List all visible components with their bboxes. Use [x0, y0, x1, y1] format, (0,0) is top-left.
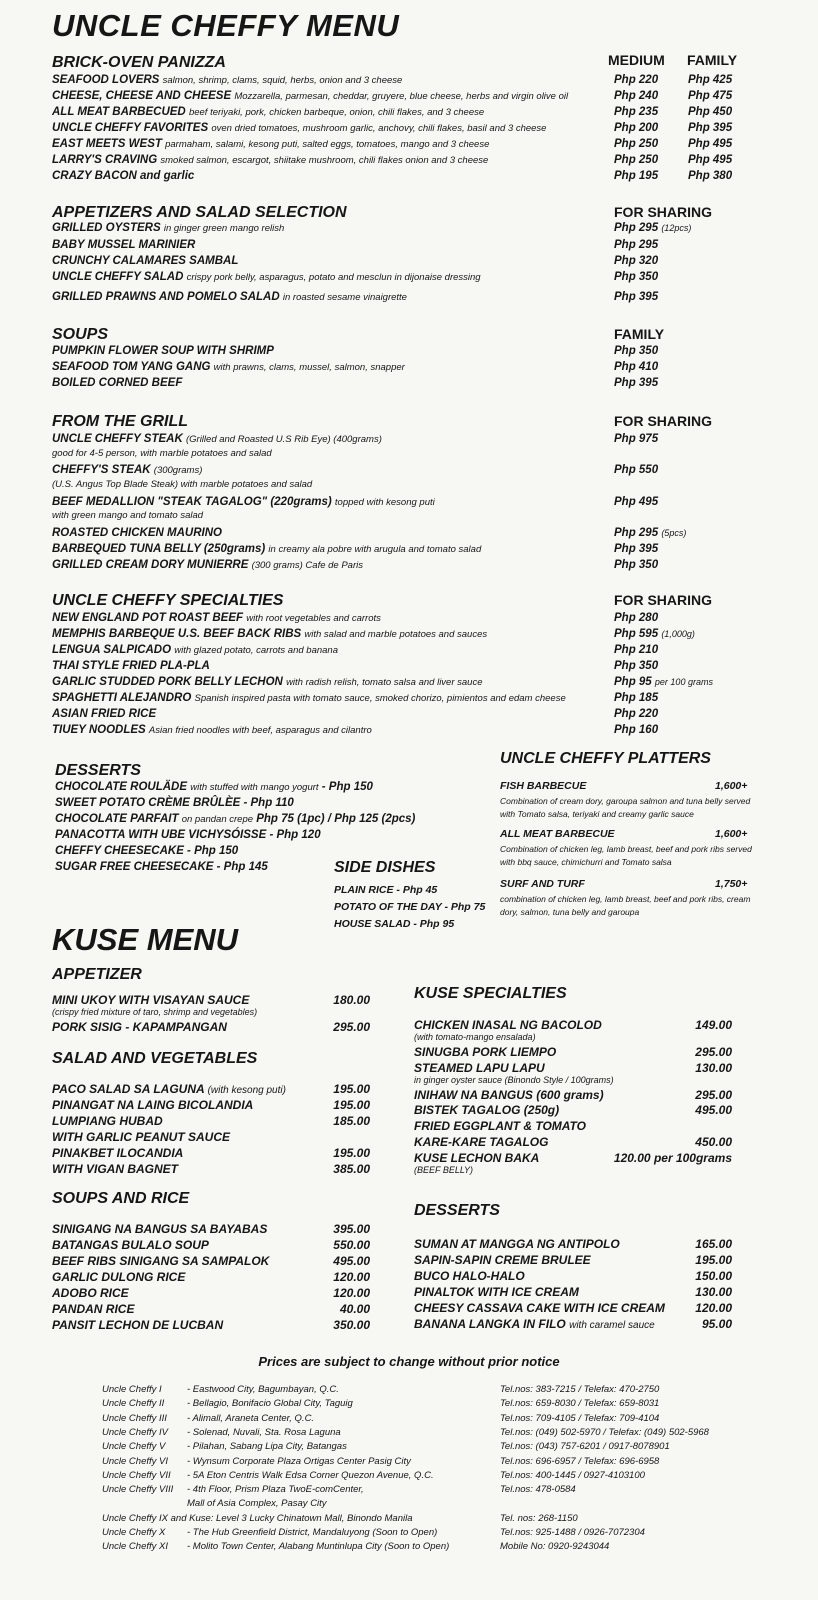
item-name: GRILLED PRAWNS AND POMELO SALAD — [52, 291, 280, 303]
grill-item — [52, 557, 363, 574]
item-description: parmaham, salami, kesong puti, salted eggs, tomatoes, mango and 3 cheese — [165, 139, 490, 150]
kuse-specialty-price: 295.00 — [695, 1045, 732, 1059]
branch-name: Uncle Cheffy VIII — [102, 1484, 174, 1496]
grill-price — [614, 494, 658, 510]
item-name: PINAKBET ILOCANDIA — [52, 1146, 184, 1160]
price-value: Php 295 — [614, 222, 659, 234]
price-value: Php 295 — [614, 527, 659, 539]
appetizer-price — [614, 269, 658, 285]
kuse-dessert-price: 195.00 — [695, 1253, 732, 1267]
item-name: NEW ENGLAND POT ROAST BEEF — [52, 612, 244, 624]
grill-item — [52, 541, 481, 558]
price-medium: Php 195 — [614, 170, 659, 182]
item-name: BANANA LANGKA IN FILO — [414, 1317, 566, 1331]
kuse-salad-item — [52, 1130, 230, 1145]
kuse-soup-price: 120.00 — [333, 1286, 370, 1300]
branch-name: Uncle Cheffy IV — [102, 1426, 168, 1438]
price-value: Php 350 — [614, 271, 659, 283]
branch-location: - Alimall, Araneta Center, Q.C. — [187, 1412, 315, 1424]
branch-location: - The Hub Greenfield District, Mandaluyong (Soon to Open) — [187, 1527, 438, 1538]
dessert-item — [55, 859, 268, 875]
platter-price: 1,750+ — [715, 878, 748, 890]
price-family: Php 495 — [688, 154, 733, 166]
kuse-specialty-price: 495.00 — [695, 1103, 732, 1117]
specialty-price — [614, 626, 695, 642]
item-description: (with kesong puti) — [207, 1085, 286, 1096]
platter-price: 1,600+ — [715, 828, 748, 840]
appetizer-item — [52, 269, 481, 286]
specialty-item — [52, 642, 338, 659]
item-description: in creamy ala pobre with arugula and tomato salad — [268, 544, 482, 555]
item-name: ROASTED CHICKEN MAURINO — [52, 527, 222, 539]
specialty-item — [52, 674, 483, 691]
specialty-item — [52, 610, 381, 627]
item-description: crispy pork belly, asparagus, potato and mesclun in dijonaise dressing — [186, 272, 481, 283]
col-for-sharing: FOR SHARING — [614, 592, 712, 608]
panizza-item — [52, 136, 489, 153]
item-description: salmon, shrimp, clams, squid, herbs, onion and 3 cheese — [162, 75, 403, 86]
kuse-salad-price: 185.00 — [333, 1114, 370, 1128]
dessert-price: - Php 150 — [321, 781, 373, 793]
item-name: SEAFOOD TOM YANG GANG — [52, 361, 211, 373]
kuse-dessert-item — [414, 1317, 655, 1333]
grill-item — [52, 525, 222, 541]
kuse-specialty-price: 149.00 — [695, 1018, 732, 1032]
col-for-sharing: FOR SHARING — [614, 204, 712, 220]
price-value: Php 210 — [614, 644, 659, 656]
kuse-soup-item: GARLIC DULONG RICE — [52, 1270, 186, 1284]
soup-item — [52, 343, 274, 359]
grill-price — [614, 431, 658, 447]
kuse-dessert-price: 120.00 — [695, 1301, 732, 1315]
item-description: (300grams) — [153, 465, 203, 476]
col-for-sharing: FOR SHARING — [614, 413, 712, 429]
kuse-soup-item: PANDAN RICE — [52, 1302, 135, 1316]
kuse-specialty-price: 295.00 — [695, 1088, 732, 1102]
branch-location: - Bellagio, Bonifacio Global City, Taguig — [187, 1398, 353, 1410]
grill-price — [614, 525, 686, 541]
price-value: Php 550 — [614, 464, 659, 476]
item-name: CHEESE, CHEESE AND CHEESE — [52, 90, 232, 102]
kuse-salad-item — [52, 1114, 163, 1129]
kuse-dessert-item — [414, 1253, 591, 1268]
specialty-item — [52, 706, 156, 722]
price-family: Php 495 — [688, 138, 733, 150]
kuse-dessert-price: 165.00 — [695, 1237, 732, 1251]
kuse-specialty-item: KUSE LECHON BAKA — [414, 1151, 540, 1165]
appetizer-item — [52, 220, 284, 237]
item-name: LARRY'S CRAVING — [52, 154, 158, 166]
price-medium: Php 250 — [614, 154, 659, 166]
item-description: beef teriyaki, pork, chicken barbeque, onion, chili flakes, and 3 cheese — [188, 107, 485, 118]
item-name: ASIAN FRIED RICE — [52, 708, 157, 720]
branch-name: Uncle Cheffy XI — [102, 1541, 168, 1553]
kuse-dessert-item — [414, 1301, 665, 1316]
kuse-soup-price: 495.00 — [333, 1254, 370, 1268]
appetizer-price — [614, 237, 658, 253]
price-medium: Php 200 — [614, 122, 659, 134]
branch-location: - Eastwood City, Bagumbayan, Q.C. — [187, 1384, 339, 1395]
item-name: BEEF MEDALLION "STEAK TAGALOG" (220grams) — [52, 496, 332, 508]
branch-name: Uncle Cheffy VII — [102, 1469, 171, 1481]
kuse-appetizer-item: MINI UKOY WITH VISAYAN SAUCE — [52, 993, 250, 1007]
item-name: CHEFFY'S STEAK — [52, 464, 151, 476]
kuse-salad-item — [52, 1162, 178, 1177]
menu-title: UNCLE CHEFFY MENU — [52, 8, 400, 43]
section-heading-kuse-salad: SALAD AND VEGETABLES — [52, 1050, 258, 1067]
item-name: BUCO HALO-HALO — [414, 1269, 525, 1283]
item-description: with prawns, clams, mussel, salmon, snapper — [213, 362, 405, 373]
kuse-specialty-item: BISTEK TAGALOG (250g) — [414, 1103, 560, 1117]
section-heading-kuse-desserts: DESSERTS — [414, 1202, 500, 1219]
panizza-item — [52, 72, 402, 89]
item-description: with salad and marble potatoes and sauces — [304, 629, 488, 640]
item-description: Asian fried noodles with beef, asparagus and cilantro — [148, 725, 372, 736]
branch-location: - Molito Town Center, Alabang Muntinlupa City (Soon to Open) — [187, 1541, 450, 1553]
kuse-salad-price: 195.00 — [333, 1146, 370, 1160]
kuse-dessert-price: 130.00 — [695, 1285, 732, 1299]
item-description: Mozzarella, parmesan, cheddar, gruyere, blue cheese, herbs and virgin olive oil — [234, 91, 569, 102]
item-name: CHEESY CASSAVA CAKE WITH ICE CREAM — [414, 1301, 665, 1315]
platter-description: Combination of chicken leg, lamb breast, beef and pork ribs served with bbq sauce, chimichurri and Tomato salsa — [500, 844, 752, 867]
item-description: in roasted sesame vinaigrette — [282, 292, 407, 303]
item-name: SEAFOOD LOVERS — [52, 74, 160, 86]
soup-price: Php 395 — [614, 377, 659, 389]
grill-price — [614, 541, 658, 557]
item-name: WITH GARLIC PEANUT SAUCE — [52, 1130, 230, 1144]
item-name: WITH VIGAN BAGNET — [52, 1162, 178, 1176]
kuse-specialty-subtext: (with tomato-mango ensalada) — [414, 1032, 536, 1042]
platter-price: 1,600+ — [715, 780, 748, 792]
branch-name: Uncle Cheffy I — [102, 1384, 162, 1395]
branch-name: Uncle Cheffy IX and Kuse: Level 3 Lucky Chinatown Mall, Binondo Manila — [102, 1512, 413, 1524]
item-name: TIUEY NOODLES — [52, 724, 146, 736]
item-name: PUMPKIN FLOWER SOUP WITH SHRIMP — [52, 345, 274, 357]
item-description: smoked salmon, escargot, shiitake mushroom, chili flakes onion and 3 cheese — [160, 155, 489, 166]
kuse-appetizer-price: 295.00 — [333, 1020, 370, 1034]
kuse-specialty-subtext: in ginger oyster sauce (Binondo Style / 100grams) — [414, 1075, 614, 1085]
item-name: PINANGAT NA LAING BICOLANDIA — [52, 1098, 254, 1112]
item-name: SUMAN AT MANGGA NG ANTIPOLO — [414, 1237, 620, 1251]
branch-phone: Mobile No: 0920-9243044 — [500, 1541, 610, 1553]
item-description: on pandan crepe — [181, 814, 254, 825]
kuse-specialty-price: 450.00 — [695, 1135, 732, 1149]
appetizer-price — [614, 220, 691, 236]
panizza-item — [52, 168, 194, 184]
specialty-item — [52, 690, 566, 707]
item-name: PINALTOK WITH ICE CREAM — [414, 1285, 579, 1299]
price-family: Php 450 — [688, 106, 733, 118]
section-heading-soups: SOUPS — [52, 326, 109, 343]
price-value: Php 395 — [614, 543, 659, 555]
branch-phone: Tel.nos: (043) 757-6201 / 0917-8078901 — [500, 1441, 670, 1453]
specialty-price — [614, 690, 658, 706]
platter-description: combination of chicken leg, lamb breast, beef and pork ribs, cream dory, salmon, tuna belly and garoupa — [500, 894, 751, 917]
kuse-soup-item: ADOBO RICE — [52, 1286, 129, 1300]
item-name: THAI STYLE FRIED PLA-PLA — [52, 660, 210, 672]
price-medium: Php 250 — [614, 138, 659, 150]
col-family: FAMILY — [687, 52, 738, 68]
item-name: LUMPIANG HUBAD — [52, 1114, 163, 1128]
col-family: FAMILY — [614, 326, 665, 342]
price-family: Php 395 — [688, 122, 733, 134]
branch-name: Uncle Cheffy VI — [102, 1455, 168, 1467]
kuse-soup-price: 550.00 — [333, 1238, 370, 1252]
branch-phone: Tel. nos: 268-1150 — [500, 1512, 578, 1524]
kuse-salad-item — [52, 1146, 183, 1161]
price-value: Php 350 — [614, 559, 659, 571]
kuse-salad-item — [52, 1082, 286, 1098]
price-value: Php 495 — [614, 496, 659, 508]
kuse-specialty-item: SINUGBA PORK LIEMPO — [414, 1045, 557, 1059]
price-notice: Prices are subject to change without prior notice — [258, 1354, 560, 1369]
section-heading-side-dishes: SIDE DISHES — [334, 859, 436, 876]
branch-phone: Tel.nos: 400-1445 / 0927-4103100 — [500, 1469, 645, 1481]
kuse-specialty-item: CHICKEN INASAL NG BACOLOD — [414, 1018, 602, 1032]
item-name: PACO SALAD SA LAGUNA — [52, 1082, 205, 1096]
branch-location: - Wynsum Corporate Plaza Ortigas Center Pasig City — [187, 1455, 411, 1467]
branch-name: Uncle Cheffy III — [102, 1412, 167, 1424]
branch-phone: Tel.nos: 383-7215 / Telefax: 470-2750 — [500, 1384, 660, 1395]
specialty-price — [614, 658, 658, 674]
kuse-dessert-price: 95.00 — [701, 1317, 732, 1331]
item-description: in ginger green mango relish — [163, 223, 285, 234]
appetizer-item — [52, 289, 407, 306]
item-name: GRILLED OYSTERS — [52, 222, 161, 234]
section-heading-kuse-soups: SOUPS AND RICE — [52, 1190, 190, 1207]
kuse-specialty-price: 120.00 per 100grams — [613, 1151, 732, 1165]
panizza-item — [52, 88, 568, 105]
specialty-item — [52, 722, 372, 739]
price-value: Php 320 — [614, 255, 659, 267]
branch-location: - 4th Floor, Prism Plaza TwoE-comCenter, — [187, 1484, 364, 1496]
kuse-dessert-item — [414, 1237, 620, 1252]
appetizer-price — [614, 289, 658, 305]
item-name: SAPIN-SAPIN CREME BRULEE — [414, 1253, 591, 1267]
price-value: Php 350 — [614, 660, 659, 672]
price-value: Php 95 — [614, 676, 652, 688]
kuse-dessert-item — [414, 1269, 525, 1284]
item-name: PANACOTTA WITH UBE VICHYSÓISSE - Php 120 — [55, 829, 321, 841]
item-name: LENGUA SALPICADO — [52, 644, 172, 656]
branch-name: Uncle Cheffy V — [102, 1441, 166, 1453]
price-note: (12pcs) — [661, 223, 692, 233]
specialty-price — [614, 706, 658, 722]
kuse-specialty-item: FRIED EGGPLANT & TOMATO — [414, 1119, 587, 1133]
branch-name: Uncle Cheffy X — [102, 1527, 166, 1538]
price-value: Php 975 — [614, 433, 659, 445]
item-description: oven dried tomatoes, mushroom garlic, anchovy, chili flakes, basil and 3 cheese — [211, 123, 547, 134]
appetizer-item — [52, 237, 195, 253]
col-medium: MEDIUM — [608, 52, 665, 68]
branch-location: Mall of Asia Complex, Pasay City — [187, 1498, 327, 1510]
grill-item — [52, 462, 202, 479]
kuse-specialty-item: STEAMED LAPU LAPU — [414, 1061, 545, 1075]
kuse-specialty-item: INIHAW NA BANGUS (600 grams) — [414, 1088, 604, 1102]
grill-price — [614, 557, 658, 573]
section-heading-desserts: DESSERTS — [55, 762, 141, 779]
item-name: CHOCOLATE PARFAIT — [55, 813, 179, 825]
kuse-soup-item: SINIGANG NA BANGUS SA BAYABAS — [52, 1222, 268, 1236]
grill-item — [52, 494, 435, 511]
price-note: (5pcs) — [661, 528, 687, 538]
side-dish-item: HOUSE SALAD - Php 95 — [334, 918, 455, 930]
item-name: BARBEQUED TUNA BELLY (250grams) — [52, 543, 266, 555]
price-value: Php 595 — [614, 628, 659, 640]
item-name: CRAZY BACON and garlic — [52, 170, 195, 182]
side-dish-item: POTATO OF THE DAY - Php 75 — [334, 901, 486, 913]
dessert-item — [55, 811, 415, 828]
item-description: Spanish inspired pasta with tomato sauce, smoked chorizo, pimientos and edam cheese — [194, 693, 566, 704]
item-description: with stuffed with mango yogurt — [190, 782, 319, 793]
kuse-soup-price: 395.00 — [333, 1222, 370, 1236]
soup-price: Php 410 — [614, 361, 659, 373]
kuse-appetizer-item: PORK SISIG - KAPAMPANGAN — [52, 1020, 227, 1034]
item-name: SUGAR FREE CHEESECAKE - Php 145 — [55, 861, 268, 873]
section-heading-platters: UNCLE CHEFFY PLATTERS — [500, 750, 711, 767]
item-description: topped with kesong puti — [334, 497, 435, 508]
item-name: CHEFFY CHEESECAKE - Php 150 — [55, 845, 239, 857]
soup-item — [52, 375, 182, 391]
item-description: with root vegetables and carrots — [246, 613, 381, 624]
kuse-salad-price: 385.00 — [333, 1162, 370, 1176]
kuse-salad-price: 195.00 — [333, 1098, 370, 1112]
item-name: BOILED CORNED BEEF — [52, 377, 183, 389]
section-heading-kuse-appetizer: APPETIZER — [52, 966, 142, 983]
branch-phone: Tel.nos: 925-1488 / 0926-7072304 — [500, 1527, 645, 1538]
price-family: Php 475 — [688, 90, 733, 102]
price-value: Php 295 — [614, 239, 659, 251]
branch-name: Uncle Cheffy II — [102, 1398, 165, 1410]
section-heading-grill: FROM THE GRILL — [52, 413, 188, 430]
price-value: Php 185 — [614, 692, 659, 704]
branch-phone: Tel.nos: 709-4105 / Telefax: 709-4104 — [500, 1412, 660, 1424]
platter-description: Combination of cream dory, garoupa salmon and tuna belly served with Tomato salsa, teriyaki and creamy garlic sauce — [500, 796, 751, 819]
item-description: with caramel sauce — [569, 1320, 655, 1331]
price-family: Php 380 — [688, 170, 733, 182]
item-name: EAST MEETS WEST — [52, 138, 162, 150]
platter-name: FISH BARBECUE — [500, 780, 587, 792]
kuse-specialty-item: KARE-KARE TAGALOG — [414, 1135, 549, 1149]
kuse-salad-item — [52, 1098, 253, 1113]
item-description: with glazed potato, carrots and banana — [174, 645, 338, 656]
kuse-soup-item: BATANGAS BULALO SOUP — [52, 1238, 209, 1252]
specialty-price — [614, 722, 658, 738]
kuse-soup-item: BEEF RIBS SINIGANG SA SAMPALOK — [52, 1254, 270, 1268]
specialty-price — [614, 674, 713, 690]
item-name: UNCLE CHEFFY STEAK — [52, 433, 183, 445]
dessert-price: Php 75 (1pc) / Php 125 (2pcs) — [256, 813, 416, 825]
dessert-item — [55, 795, 294, 811]
item-name: SWEET POTATO CRÈME BRÛLÈE - Php 110 — [55, 797, 294, 809]
price-note: (1,000g) — [661, 629, 695, 639]
kuse-appetizer-price: 180.00 — [333, 993, 370, 1007]
appetizer-item — [52, 253, 238, 269]
dessert-item — [55, 827, 321, 843]
dessert-item — [55, 779, 373, 796]
kuse-dessert-price: 150.00 — [695, 1269, 732, 1283]
price-value: Php 395 — [614, 291, 659, 303]
kuse-appetizer-subtext: (crispy fried mixture of taro, shrimp and vegetables) — [52, 1007, 258, 1017]
item-name: MEMPHIS BARBEQUE U.S. BEEF BACK RIBS — [52, 628, 302, 640]
branch-location: - Solenad, Nuvali, Sta. Rosa Laguna — [187, 1426, 341, 1438]
grill-item — [52, 431, 382, 448]
price-family: Php 425 — [688, 74, 733, 86]
kuse-soup-price: 40.00 — [339, 1302, 370, 1316]
grill-item-subtext: good for 4-5 person, with marble potatoes and salad — [52, 448, 272, 459]
panizza-item — [52, 120, 546, 137]
branch-phone: Tel.nos: 478-0584 — [500, 1484, 576, 1496]
branch-phone: Tel.nos: (049) 502-5970 / Telefax: (049) 502-5968 — [500, 1426, 709, 1438]
dessert-item — [55, 843, 238, 859]
price-medium: Php 240 — [614, 90, 659, 102]
platter-name: ALL MEAT BARBECUE — [500, 828, 615, 840]
item-name: BABY MUSSEL MARINIER — [52, 239, 196, 251]
branch-phone: Tel.nos: 696-6957 / Telefax: 696-6958 — [500, 1455, 660, 1467]
kuse-specialty-price: 130.00 — [695, 1061, 732, 1075]
item-name: GRILLED CREAM DORY MUNIERRE — [52, 559, 249, 571]
item-name: SPAGHETTI ALEJANDRO — [52, 692, 192, 704]
kuse-soup-price: 350.00 — [333, 1318, 370, 1332]
platter-name: SURF AND TURF — [500, 878, 585, 890]
grill-item-subtext: (U.S. Angus Top Blade Steak) with marble potatoes and salad — [52, 479, 313, 490]
kuse-dessert-item — [414, 1285, 579, 1300]
item-name: CHOCOLATE ROULÄDE — [55, 781, 188, 793]
kuse-salad-price: 195.00 — [333, 1082, 370, 1096]
price-note: per 100 grams — [654, 677, 713, 687]
price-medium: Php 235 — [614, 106, 659, 118]
kuse-soup-item: PANSIT LECHON DE LUCBAN — [52, 1318, 224, 1332]
item-name: CRUNCHY CALAMARES SAMBAL — [52, 255, 239, 267]
section-heading-panizza: BRICK-OVEN PANIZZA — [52, 54, 226, 71]
specialty-item — [52, 626, 487, 643]
price-value: Php 160 — [614, 724, 659, 736]
specialty-price — [614, 642, 658, 658]
item-name: ALL MEAT BARBECUED — [52, 106, 186, 118]
kuse-soup-price: 120.00 — [333, 1270, 370, 1284]
branch-location: - 5A Eton Centris Walk Edsa Corner Quezon Avenue, Q.C. — [187, 1469, 434, 1481]
item-description: (300 grams) Cafe de Paris — [251, 560, 363, 571]
item-description: with radish relish, tomato salsa and liver sauce — [286, 677, 483, 688]
specialty-item — [52, 658, 210, 674]
grill-item-subtext: with green mango and tomato salad — [52, 510, 204, 521]
panizza-item — [52, 104, 484, 121]
section-heading-kuse-specialties: KUSE SPECIALTIES — [414, 985, 567, 1002]
price-value: Php 280 — [614, 612, 659, 624]
grill-price — [614, 462, 658, 478]
side-dish-item: PLAIN RICE - Php 45 — [334, 884, 438, 896]
kuse-menu-title: KUSE MENU — [52, 922, 239, 957]
appetizer-price — [614, 253, 658, 269]
section-heading-specialties: UNCLE CHEFFY SPECIALTIES — [52, 592, 284, 609]
item-name: UNCLE CHEFFY FAVORITES — [52, 122, 209, 134]
branch-phone: Tel.nos: 659-8030 / Telefax: 659-8031 — [500, 1398, 660, 1410]
item-name: GARLIC STUDDED PORK BELLY LECHON — [52, 676, 283, 688]
soup-item — [52, 359, 405, 376]
item-name: UNCLE CHEFFY SALAD — [52, 271, 184, 283]
kuse-specialty-subtext: (BEEF BELLY) — [414, 1165, 474, 1175]
branch-location: - Pilahan, Sabang Lipa City, Batangas — [187, 1441, 347, 1453]
price-medium: Php 220 — [614, 74, 659, 86]
price-value: Php 220 — [614, 708, 659, 720]
item-description: (Grilled and Roasted U.S Rib Eye) (400grams) — [185, 434, 382, 445]
soup-price: Php 350 — [614, 345, 659, 357]
specialty-price — [614, 610, 658, 626]
section-heading-appetizers: APPETIZERS AND SALAD SELECTION — [52, 204, 347, 221]
panizza-item — [52, 152, 488, 169]
